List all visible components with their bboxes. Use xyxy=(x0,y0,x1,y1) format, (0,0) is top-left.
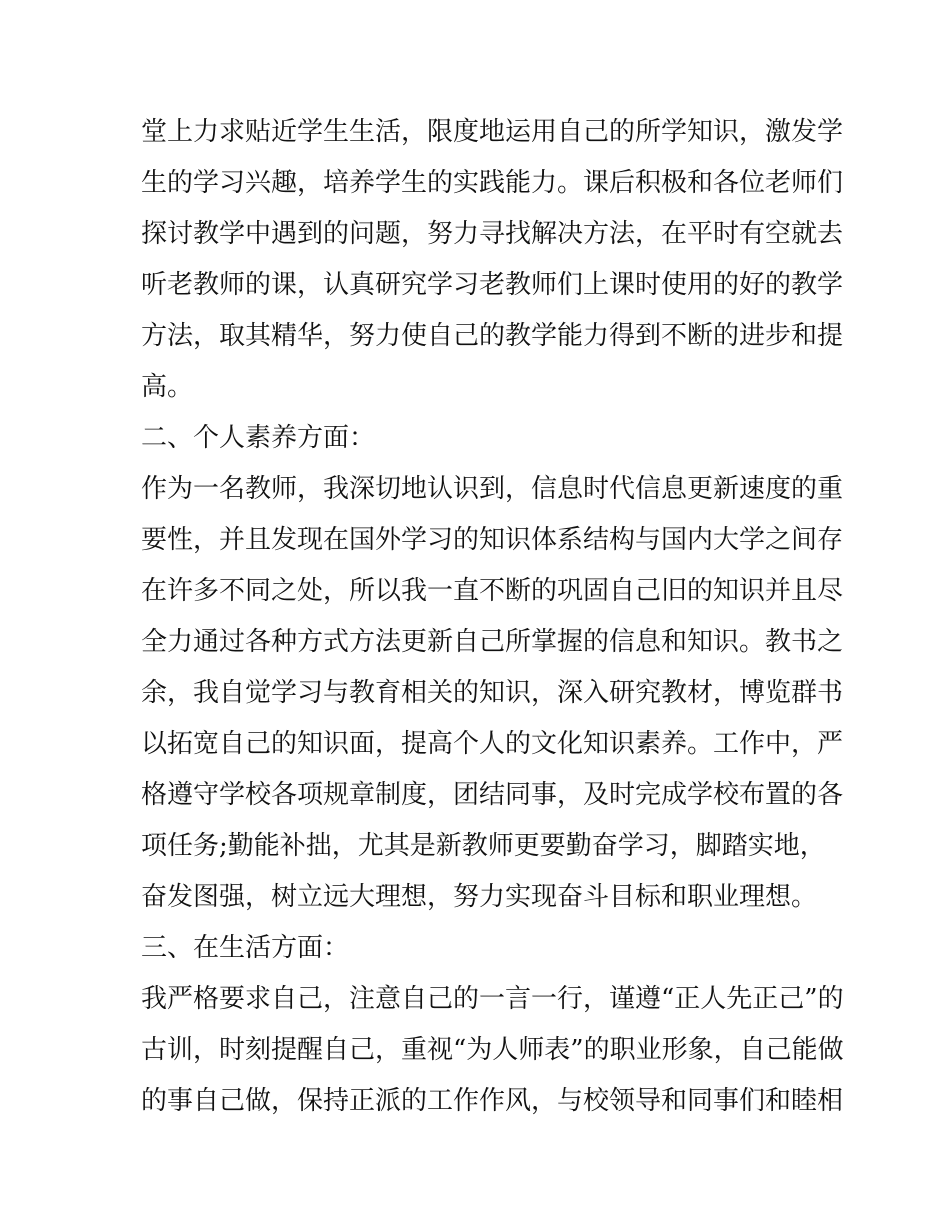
section-heading-3: 三、在生活方面： xyxy=(141,933,350,963)
body-line-6: 高。 xyxy=(141,372,194,402)
body-line-13: 以拓宽自己的知识面，提高个人的文化知识素养。工作中，严 xyxy=(141,729,844,759)
body-line-19: 古训，时刻提醒自己，重视“为人师表”的职业形象，自己能做 xyxy=(141,1035,844,1065)
body-line-2: 生的学习兴趣，培养学生的实践能力。课后积极和各位老师们 xyxy=(141,168,844,198)
body-line-14: 格遵守学校各项规章制度，团结同事，及时完成学校布置的各 xyxy=(141,780,844,810)
document-body xyxy=(141,107,844,1127)
section-heading-2: 二、个人素养方面： xyxy=(141,423,376,453)
body-line-16: 奋发图强，树立远大理想，努力实现奋斗目标和职业理想。 xyxy=(141,882,818,912)
body-line-20: 的事自己做，保持正派的工作作风，与校领导和同事们和睦相 xyxy=(141,1086,844,1116)
body-line-4: 听老教师的课，认真研究学习老教师们上课时使用的好的教学 xyxy=(141,270,844,300)
body-line-8: 作为一名教师，我深切地认识到，信息时代信息更新速度的重 xyxy=(141,474,844,504)
body-line-18: 我严格要求自己，注意自己的一言一行，谨遵“正人先正己”的 xyxy=(141,984,844,1014)
body-line-1: 堂上力求贴近学生生活，限度地运用自己的所学知识，激发学 xyxy=(141,117,844,147)
body-line-15: 项任务;勤能补拙，尤其是新教师更要勤奋学习，脚踏实地， xyxy=(141,831,826,861)
body-line-12: 余，我自觉学习与教育相关的知识，深入研究教材，博览群书 xyxy=(141,678,844,708)
body-line-3: 探讨教学中遇到的问题，努力寻找解决方法，在平时有空就去 xyxy=(141,219,844,249)
body-line-10: 在许多不同之处，所以我一直不断的巩固自己旧的知识并且尽 xyxy=(141,576,844,606)
body-line-11: 全力通过各种方式方法更新自己所掌握的信息和知识。教书之 xyxy=(141,627,844,657)
body-line-5: 方法，取其精华，努力使自己的教学能力得到不断的进步和提 xyxy=(141,321,844,351)
body-line-9: 要性，并且发现在国外学习的知识体系结构与国内大学之间存 xyxy=(141,525,844,555)
